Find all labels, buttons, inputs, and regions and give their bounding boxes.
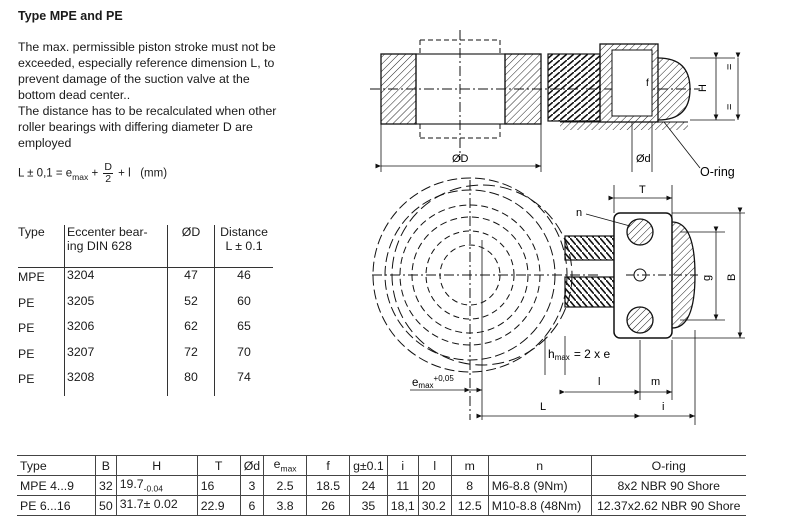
label-hmax-sub: max — [554, 353, 570, 362]
formula-rest: + l — [118, 167, 131, 180]
label-oring: O-ring — [700, 165, 735, 179]
cell-n: M6-8.8 (9Nm) — [488, 476, 591, 496]
formula-plus: + — [91, 167, 99, 180]
cell-od: 3 — [240, 476, 263, 496]
cell-b: 50 — [96, 496, 117, 516]
label-g: g — [701, 274, 713, 281]
label-od-big: ØD — [452, 153, 469, 165]
cell-t: 22.9 — [197, 496, 240, 516]
cell-l: 20 — [418, 476, 451, 496]
label-hmax-val: = 2 x e — [573, 347, 611, 361]
cell-distance: 65 — [215, 319, 274, 345]
cell-type: PE — [18, 321, 35, 335]
label-od-small: Ød — [636, 153, 651, 165]
header-f: f — [307, 456, 350, 476]
header-l: l — [418, 456, 451, 476]
front-view — [372, 178, 745, 425]
label-m: m — [651, 376, 661, 388]
cell-type: PE 6...16 — [17, 496, 96, 516]
table-row — [17, 476, 746, 496]
cell-m: 12.5 — [451, 496, 488, 516]
header-i: i — [387, 456, 418, 476]
side-view — [370, 30, 738, 179]
label-emax-sub: max — [418, 381, 434, 390]
bolt-upper — [627, 219, 653, 245]
header-oring: O-ring — [591, 456, 746, 476]
cell-diameter: 52 — [168, 294, 215, 320]
label-f: f — [646, 78, 649, 89]
cell-h — [116, 496, 197, 516]
spring-lower — [565, 277, 615, 307]
cell-diameter: 80 — [168, 370, 215, 396]
label-hmax — [548, 347, 610, 362]
cell-od: 6 — [240, 496, 263, 516]
header-h: H — [116, 456, 197, 476]
cell-h-value: 31.7± 0.02 — [119, 497, 178, 512]
formula-lhs: L ± 0,1 = e — [18, 167, 73, 180]
header-g: g±0.1 — [350, 456, 388, 476]
cell-distance: 70 — [215, 345, 274, 371]
cell-type: PE — [18, 372, 35, 386]
label-emax-e: e — [412, 377, 419, 389]
header-b: B — [96, 456, 117, 476]
cell-e: 2.5 — [264, 476, 307, 496]
header-type: Type — [18, 225, 65, 268]
bolt-lower — [627, 307, 653, 333]
cell-type: MPE — [18, 270, 45, 284]
header-e-label: e — [273, 457, 281, 472]
header-distance-line2: L ± 0.1 — [225, 239, 263, 253]
header-m: m — [451, 456, 488, 476]
cell-type: PE — [18, 346, 35, 361]
header-type: Type — [17, 456, 96, 476]
cell-bearing: 3204 — [65, 268, 168, 294]
header-e — [264, 456, 307, 476]
cell-h — [116, 476, 197, 496]
cell-m: 8 — [451, 476, 488, 496]
label-i: i — [662, 401, 665, 413]
piston-head — [658, 58, 690, 120]
formula-frac-den: 2 — [105, 173, 112, 185]
formula-frac-num: D — [104, 161, 112, 173]
cell-i: 18,1 — [387, 496, 418, 516]
header-eccenter-line2: ing DIN 628 — [67, 239, 132, 253]
header-t: T — [197, 456, 240, 476]
label-t: T — [639, 184, 646, 196]
cell-g: 35 — [350, 496, 388, 516]
label-emax-sup: +0,05 — [433, 374, 454, 383]
cell-l: 30.2 — [418, 496, 451, 516]
header-od: Ød — [240, 456, 263, 476]
cell-n: M10-8.8 (48Nm) — [488, 496, 591, 516]
cell-diameter: 47 — [168, 268, 215, 294]
cell-g: 24 — [350, 476, 388, 496]
cell-h-sub: -0.04 — [143, 483, 163, 494]
formula-lhs-sub: max — [72, 171, 89, 182]
spring-upper — [565, 236, 615, 260]
cell-t: 16 — [197, 476, 240, 496]
cell-oring: 8x2 NBR 90 Shore — [591, 476, 746, 496]
dimension-table-header — [17, 456, 746, 476]
label-n: n — [576, 207, 583, 219]
label-h: H — [697, 84, 709, 92]
cell-distance: 74 — [215, 370, 274, 396]
cell-bearing: 3205 — [65, 294, 168, 320]
cell-e: 3.8 — [264, 496, 307, 516]
spring — [548, 54, 600, 121]
label-hmax-h: h — [548, 347, 555, 361]
label-l-small: l — [598, 376, 601, 388]
cell-oring: 12.37x2.62 NBR 90 Shore — [591, 496, 746, 516]
cell-type: MPE 4...9 — [17, 476, 96, 496]
header-n: n — [488, 456, 591, 476]
header-diameter: ØD — [168, 225, 215, 268]
label-emax — [412, 374, 454, 390]
label-l-big: L — [540, 401, 547, 413]
cell-diameter: 72 — [168, 345, 215, 371]
table-row — [17, 496, 746, 516]
cell-type: PE — [18, 295, 35, 310]
header-e-sub: max — [280, 463, 297, 474]
page-title: Type MPE and PE — [18, 9, 123, 23]
cell-bearing: 3207 — [65, 345, 168, 371]
cell-diameter: 62 — [168, 319, 215, 345]
header-eccenter-line1: Eccenter bear- — [67, 225, 148, 239]
dimension-table — [17, 455, 746, 516]
description-paragraph-1: The max. permissible piston stroke must not be exceeded, especially reference dimension L, to prevent damage of the suction valve at the bottom dead center.. — [18, 40, 276, 102]
formula-unit: (mm) — [140, 167, 168, 180]
label-eq-lower: = — [724, 103, 736, 110]
cell-bearing: 3206 — [65, 319, 168, 345]
cell-f: 26 — [307, 496, 350, 516]
cell-bearing: 3208 — [65, 370, 168, 396]
cell-h-value: 19.7 — [119, 477, 144, 492]
label-eq-upper: = — [724, 63, 736, 70]
cell-i: 11 — [387, 476, 418, 496]
description-paragraph-2: The distance has to be recalculated when other roller bearings with differing diameter D are employed — [18, 104, 277, 150]
header-distance-line1: Distance — [220, 225, 268, 239]
label-b: B — [726, 273, 738, 281]
cell-b: 32 — [96, 476, 117, 496]
cell-f: 18.5 — [307, 476, 350, 496]
cell-distance: 60 — [215, 294, 274, 320]
cell-distance: 46 — [215, 268, 274, 294]
housing — [560, 122, 688, 130]
